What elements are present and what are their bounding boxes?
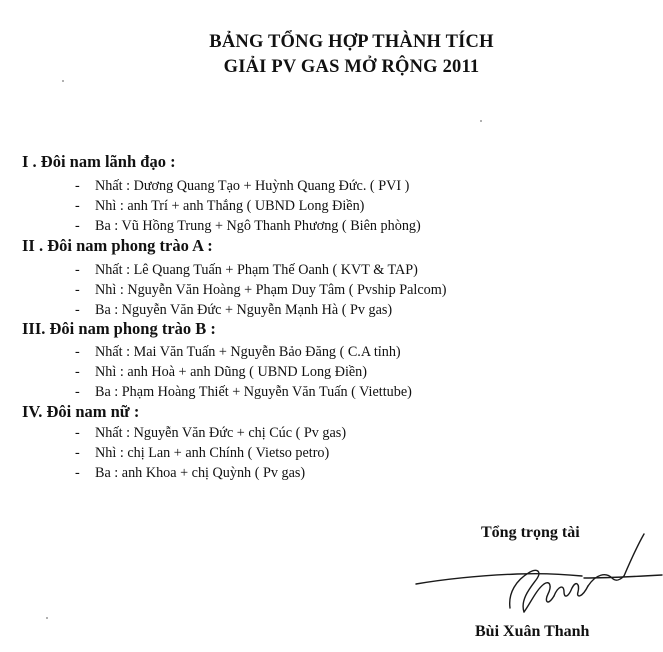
section-heading-1: I . Đôi nam lãnh đạo : (22, 152, 176, 171)
list-item-text: Nhất : Lê Quang Tuấn + Phạm Thế Oanh ( KVT & TAP) (95, 262, 418, 278)
list-item (75, 344, 401, 361)
list-dash: - (75, 364, 80, 380)
list-item (75, 262, 418, 279)
list-item-text: Nhất : Mai Văn Tuấn + Nguyễn Bảo Đăng ( C.A tỉnh) (95, 344, 401, 360)
list-dash: - (75, 218, 80, 234)
document-title-line-2: GIẢI PV GAS MỞ RỘNG 2011 (223, 57, 480, 77)
signatory-role: Tổng trọng tài (481, 524, 580, 541)
list-item-text: Nhất : Dương Quang Tạo + Huỳnh Quang Đức. ( PVI ) (95, 178, 410, 194)
list-dash: - (75, 262, 80, 278)
section-heading-2: II . Đôi nam phong trào A : (22, 236, 213, 255)
list-item-text: Nhì : anh Trí + anh Thắng ( UBND Long Điền) (95, 198, 365, 214)
list-dash: - (75, 425, 80, 441)
list-item (75, 178, 409, 195)
list-item-text: Nhì : chị Lan + anh Chính ( Vietso petro) (95, 445, 330, 461)
signatory-name: Bùi Xuân Thanh (475, 623, 590, 640)
scan-speck (46, 617, 48, 619)
list-item-text: Nhì : Nguyễn Văn Hoàng + Phạm Duy Tâm ( Pvship Palcom) (95, 282, 447, 298)
list-dash: - (75, 344, 80, 360)
list-item (75, 445, 329, 462)
list-dash: - (75, 282, 80, 298)
list-item-text: Ba : Nguyễn Văn Đức + Nguyễn Mạnh Hà ( Pv gas) (95, 302, 393, 318)
list-dash: - (75, 465, 80, 481)
list-dash: - (75, 178, 80, 194)
section-heading-3: III. Đôi nam phong trào B : (22, 319, 216, 338)
handwritten-signature (412, 528, 663, 628)
document-title-line-1: BẢNG TỔNG HỢP THÀNH TÍCH (209, 32, 494, 52)
list-item (75, 218, 421, 235)
list-dash: - (75, 198, 80, 214)
list-item-text: Ba : anh Khoa + chị Quỳnh ( Pv gas) (95, 465, 306, 481)
list-item (75, 198, 364, 215)
list-item (75, 384, 412, 401)
list-item-text: Nhất : Nguyễn Văn Đức + chị Cúc ( Pv gas) (95, 425, 347, 441)
list-item-text: Ba : Vũ Hồng Trung + Ngô Thanh Phương ( Biên phòng) (95, 218, 421, 234)
list-item (75, 302, 392, 319)
list-item (75, 465, 305, 482)
scan-speck (480, 120, 482, 122)
list-dash: - (75, 445, 80, 461)
list-dash: - (75, 384, 80, 400)
scan-speck (62, 80, 64, 82)
list-item (75, 282, 447, 299)
list-item (75, 425, 346, 442)
list-dash: - (75, 302, 80, 318)
section-heading-4: IV. Đôi nam nữ : (22, 402, 140, 421)
list-item-text: Nhì : anh Hoà + anh Dũng ( UBND Long Điền) (95, 364, 368, 380)
list-item (75, 364, 367, 381)
list-item-text: Ba : Phạm Hoàng Thiết + Nguyễn Văn Tuấn ( Viettube) (95, 384, 412, 400)
